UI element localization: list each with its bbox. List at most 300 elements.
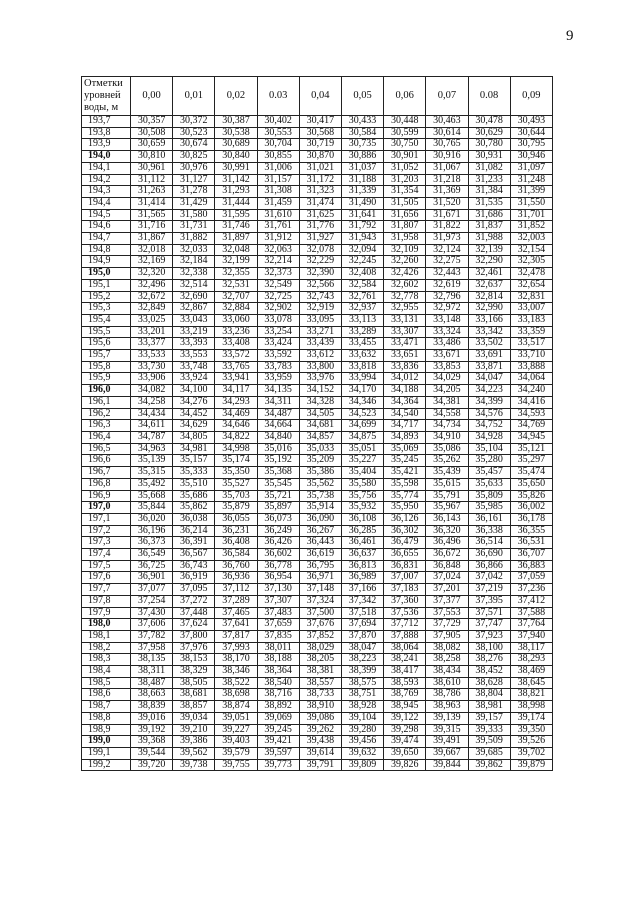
table-cell: 38,945 (384, 701, 426, 713)
table-cell: 39,210 (173, 724, 215, 736)
table-cell: 33,219 (173, 326, 215, 338)
table-cell: 35,879 (215, 502, 257, 514)
table-cell: 33,906 (131, 373, 173, 385)
table-cell: 37,324 (299, 595, 341, 607)
table-cell: 36,002 (510, 502, 552, 514)
table-cell: 36,866 (468, 560, 510, 572)
table-cell: 32,496 (131, 279, 173, 291)
table-row (82, 701, 553, 713)
row-level-cell: 198,4 (82, 666, 131, 678)
table-cell: 33,342 (468, 326, 510, 338)
row-level-cell: 198,2 (82, 642, 131, 654)
table-cell: 31,490 (341, 197, 383, 209)
table-cell: 38,293 (510, 654, 552, 666)
table-cell: 30,825 (173, 151, 215, 163)
table-cell: 31,686 (468, 209, 510, 221)
table-cell: 32,549 (257, 279, 299, 291)
table-cell: 39,526 (510, 736, 552, 748)
table-cell: 31,958 (384, 233, 426, 245)
table-cell: 32,355 (215, 268, 257, 280)
table-cell: 30,478 (468, 116, 510, 128)
table-cell: 35,791 (426, 490, 468, 502)
table-cell: 31,671 (426, 209, 468, 221)
table-cell: 33,853 (426, 361, 468, 373)
table-cell: 30,931 (468, 151, 510, 163)
table-cell: 38,610 (426, 677, 468, 689)
table-cell: 36,391 (173, 537, 215, 549)
table-cell: 33,131 (384, 314, 426, 326)
table-cell: 30,961 (131, 162, 173, 174)
table-cell: 32,094 (341, 244, 383, 256)
table-cell: 34,188 (384, 385, 426, 397)
table-cell: 36,813 (341, 560, 383, 572)
table-cell: 38,593 (384, 677, 426, 689)
table-cell: 33,236 (215, 326, 257, 338)
table-cell: 34,505 (299, 408, 341, 420)
table-cell: 39,809 (341, 759, 383, 771)
table-cell: 30,433 (341, 116, 383, 128)
table-cell: 31,037 (341, 162, 383, 174)
table-cell: 30,629 (468, 127, 510, 139)
table-cell: 37,095 (173, 584, 215, 596)
table-cell: 31,127 (173, 174, 215, 186)
table-cell: 32,124 (426, 244, 468, 256)
table-cell: 30,599 (384, 127, 426, 139)
table-cell: 37,483 (257, 607, 299, 619)
table-cell: 33,424 (257, 338, 299, 350)
table-cell: 38,434 (426, 666, 468, 678)
table-cell: 33,691 (468, 350, 510, 362)
table-cell: 33,060 (215, 314, 257, 326)
table-cell: 37,395 (468, 595, 510, 607)
table-cell: 32,637 (468, 279, 510, 291)
table-cell: 34,857 (299, 431, 341, 443)
table-cell: 36,919 (173, 572, 215, 584)
table-cell: 39,122 (384, 712, 426, 724)
table-cell: 37,059 (510, 572, 552, 584)
table-cell: 32,154 (510, 244, 552, 256)
row-level-cell: 198,5 (82, 677, 131, 689)
table-cell: 31,414 (131, 197, 173, 209)
table-cell: 37,148 (299, 584, 341, 596)
table-cell: 39,509 (468, 736, 510, 748)
table-cell: 30,553 (257, 127, 299, 139)
table-cell: 32,338 (173, 268, 215, 280)
table-cell: 30,976 (173, 162, 215, 174)
table-cell: 38,505 (173, 677, 215, 689)
table-cell: 35,686 (173, 490, 215, 502)
table-cell: 37,183 (384, 584, 426, 596)
row-level-cell: 195,0 (82, 268, 131, 280)
table-row (82, 455, 553, 467)
table-cell: 36,936 (215, 572, 257, 584)
table-cell: 31,776 (299, 221, 341, 233)
table-cell: 31,610 (257, 209, 299, 221)
table-cell: 34,082 (131, 385, 173, 397)
table-cell: 39,086 (299, 712, 341, 724)
table-cell: 33,533 (131, 350, 173, 362)
table-cell: 35,368 (257, 467, 299, 479)
table-row (82, 502, 553, 514)
table-cell: 33,517 (510, 338, 552, 350)
table-cell: 34,787 (131, 431, 173, 443)
table-cell: 34,434 (131, 408, 173, 420)
table-cell: 35,721 (257, 490, 299, 502)
table-cell: 35,862 (173, 502, 215, 514)
table-cell: 32,990 (468, 303, 510, 315)
table-cell: 39,227 (215, 724, 257, 736)
table-cell: 33,730 (131, 361, 173, 373)
row-level-cell: 198,7 (82, 701, 131, 713)
table-row (82, 244, 553, 256)
table-cell: 36,443 (299, 537, 341, 549)
table-cell: 39,051 (215, 712, 257, 724)
table-cell: 34,611 (131, 420, 173, 432)
table-cell: 37,676 (299, 619, 341, 631)
table-cell: 32,972 (426, 303, 468, 315)
table-cell: 38,452 (468, 666, 510, 678)
table-cell: 37,219 (468, 584, 510, 596)
table-cell: 36,760 (215, 560, 257, 572)
row-level-cell: 197,9 (82, 607, 131, 619)
table-cell: 39,597 (257, 747, 299, 759)
table-cell: 39,650 (384, 747, 426, 759)
table-cell: 36,285 (341, 525, 383, 537)
table-cell: 34,963 (131, 443, 173, 455)
table-cell: 30,689 (215, 139, 257, 151)
table-cell: 37,923 (468, 630, 510, 642)
table-cell: 32,831 (510, 291, 552, 303)
table-cell: 39,720 (131, 759, 173, 771)
table-cell: 37,624 (173, 619, 215, 631)
table-cell: 36,514 (468, 537, 510, 549)
table-cell: 37,307 (257, 595, 299, 607)
table-cell: 31,293 (215, 186, 257, 198)
table-cell: 36,584 (215, 549, 257, 561)
table-cell: 31,852 (510, 221, 552, 233)
table-cell: 30,780 (468, 139, 510, 151)
table-cell: 34,629 (173, 420, 215, 432)
row-level-cell: 197,3 (82, 537, 131, 549)
table-cell: 34,840 (257, 431, 299, 443)
table-cell: 37,272 (173, 595, 215, 607)
table-cell: 30,357 (131, 116, 173, 128)
table-cell: 37,289 (215, 595, 257, 607)
table-cell: 38,381 (299, 666, 341, 678)
table-cell: 34,381 (426, 396, 468, 408)
table-cell: 39,245 (257, 724, 299, 736)
table-cell: 37,518 (341, 607, 383, 619)
table-cell: 32,214 (257, 256, 299, 268)
table-cell: 36,496 (426, 537, 468, 549)
row-level-cell: 196,4 (82, 431, 131, 443)
table-cell: 34,240 (510, 385, 552, 397)
table-cell: 36,355 (510, 525, 552, 537)
table-cell: 38,575 (341, 677, 383, 689)
table-cell: 36,320 (426, 525, 468, 537)
table-cell: 33,166 (468, 314, 510, 326)
table-row (82, 209, 553, 221)
table-cell: 34,416 (510, 396, 552, 408)
table-cell: 38,029 (299, 642, 341, 654)
table-cell: 36,267 (299, 525, 341, 537)
table-cell: 36,795 (299, 560, 341, 572)
table-cell: 31,142 (215, 174, 257, 186)
table-cell: 31,837 (468, 221, 510, 233)
table-cell: 37,852 (299, 630, 341, 642)
table-row (82, 747, 553, 759)
row-level-cell: 194,3 (82, 186, 131, 198)
table-cell: 34,047 (468, 373, 510, 385)
table-cell: 32,761 (341, 291, 383, 303)
column-header: 0,01 (173, 77, 215, 116)
table-cell: 34,152 (299, 385, 341, 397)
table-cell: 35,457 (468, 467, 510, 479)
table-cell: 30,991 (215, 162, 257, 174)
table-cell: 33,201 (131, 326, 173, 338)
table-cell: 31,233 (468, 174, 510, 186)
page-number: 9 (566, 28, 574, 44)
table-cell: 34,469 (215, 408, 257, 420)
column-header: 0,06 (384, 77, 426, 116)
table-cell: 33,818 (341, 361, 383, 373)
table-cell: 36,954 (257, 572, 299, 584)
table-cell: 30,463 (426, 116, 468, 128)
table-row (82, 677, 553, 689)
table-cell: 37,782 (131, 630, 173, 642)
table-cell: 31,565 (131, 209, 173, 221)
table-cell: 30,568 (299, 127, 341, 139)
table-cell: 36,602 (257, 549, 299, 561)
table-cell: 35,297 (510, 455, 552, 467)
column-header: 0,05 (341, 77, 383, 116)
table-cell: 33,043 (173, 314, 215, 326)
table-cell: 37,377 (426, 595, 468, 607)
table-cell: 31,505 (384, 197, 426, 209)
table-cell: 37,536 (384, 607, 426, 619)
table-cell: 33,113 (341, 314, 383, 326)
table-cell: 32,690 (173, 291, 215, 303)
table-cell: 39,368 (131, 736, 173, 748)
table-cell: 39,474 (384, 736, 426, 748)
row-level-cell: 193,9 (82, 139, 131, 151)
table-cell: 33,553 (173, 350, 215, 362)
table-row (82, 408, 553, 420)
table-cell: 31,354 (384, 186, 426, 198)
table-cell: 31,157 (257, 174, 299, 186)
table-row (82, 572, 553, 584)
table-cell: 36,055 (215, 513, 257, 525)
row-level-cell: 197,1 (82, 513, 131, 525)
table-cell: 38,064 (384, 642, 426, 654)
table-cell: 32,531 (215, 279, 257, 291)
table-cell: 31,792 (341, 221, 383, 233)
table-cell: 35,985 (468, 502, 510, 514)
table-cell: 30,402 (257, 116, 299, 128)
table-cell: 34,487 (257, 408, 299, 420)
table-cell: 35,914 (299, 502, 341, 514)
table-cell: 32,229 (299, 256, 341, 268)
water-level-table (81, 76, 553, 771)
table-cell: 39,773 (257, 759, 299, 771)
row-level-cell: 197,5 (82, 560, 131, 572)
table-cell: 32,320 (131, 268, 173, 280)
table-cell: 34,029 (426, 373, 468, 385)
table-cell: 35,192 (257, 455, 299, 467)
table-cell: 33,592 (257, 350, 299, 362)
table-cell: 34,805 (173, 431, 215, 443)
table-cell: 36,778 (257, 560, 299, 572)
row-level-cell: 197,6 (82, 572, 131, 584)
table-cell: 38,557 (299, 677, 341, 689)
table-cell: 32,305 (510, 256, 552, 268)
table-row (82, 607, 553, 619)
table-row (82, 197, 553, 209)
table-cell: 32,478 (510, 268, 552, 280)
table-cell: 31,988 (468, 233, 510, 245)
table-cell: 38,276 (468, 654, 510, 666)
table-cell: 31,278 (173, 186, 215, 198)
table-cell: 37,764 (510, 619, 552, 631)
table-cell: 31,625 (299, 209, 341, 221)
table-body (82, 116, 553, 771)
table-cell: 36,655 (384, 549, 426, 561)
table-cell: 39,702 (510, 747, 552, 759)
table-cell: 34,135 (257, 385, 299, 397)
table-cell: 34,170 (341, 385, 383, 397)
table-cell: 37,606 (131, 619, 173, 631)
table-cell: 38,469 (510, 666, 552, 678)
table-cell: 32,902 (257, 303, 299, 315)
table-cell: 33,289 (341, 326, 383, 338)
table-cell: 33,359 (510, 326, 552, 338)
table-cell: 35,350 (215, 467, 257, 479)
row-level-cell: 193,8 (82, 127, 131, 139)
row-level-cell: 194,1 (82, 162, 131, 174)
table-cell: 38,628 (468, 677, 510, 689)
table-cell: 34,928 (468, 431, 510, 443)
row-level-cell: 195,6 (82, 338, 131, 350)
table-row (82, 712, 553, 724)
row-level-cell: 195,4 (82, 314, 131, 326)
table-cell: 33,254 (257, 326, 299, 338)
table-cell: 35,421 (384, 467, 426, 479)
table-cell: 30,644 (510, 127, 552, 139)
table-cell: 39,791 (299, 759, 341, 771)
table-cell: 31,807 (384, 221, 426, 233)
table-cell: 38,487 (131, 677, 173, 689)
table-cell: 38,751 (341, 689, 383, 701)
table-cell: 33,183 (510, 314, 552, 326)
table-cell: 36,196 (131, 525, 173, 537)
row-level-cell: 195,8 (82, 361, 131, 373)
table-cell: 36,531 (510, 537, 552, 549)
table-cell: 31,731 (173, 221, 215, 233)
table-cell: 34,593 (510, 408, 552, 420)
table-cell: 32,109 (384, 244, 426, 256)
table-cell: 30,372 (173, 116, 215, 128)
table-cell: 37,412 (510, 595, 552, 607)
table-cell: 38,821 (510, 689, 552, 701)
table-row (82, 619, 553, 631)
table-cell: 35,227 (341, 455, 383, 467)
table-cell: 35,439 (426, 467, 468, 479)
table-cell: 33,393 (173, 338, 215, 350)
row-level-cell: 195,3 (82, 303, 131, 315)
table-cell: 34,910 (426, 431, 468, 443)
table-cell: 36,302 (384, 525, 426, 537)
table-cell: 39,174 (510, 712, 552, 724)
table-cell: 36,619 (299, 549, 341, 561)
table-cell: 32,184 (173, 256, 215, 268)
table-cell: 38,645 (510, 677, 552, 689)
table-cell: 35,209 (299, 455, 341, 467)
table-cell: 33,025 (131, 314, 173, 326)
table-cell: 37,254 (131, 595, 173, 607)
row-level-cell: 194,6 (82, 221, 131, 233)
table-cell: 36,090 (299, 513, 341, 525)
table-cell: 32,867 (173, 303, 215, 315)
table-cell: 36,249 (257, 525, 299, 537)
table-cell: 35,510 (173, 478, 215, 490)
table-cell: 33,324 (426, 326, 468, 338)
table-cell: 33,572 (215, 350, 257, 362)
table-cell: 30,750 (384, 139, 426, 151)
table-cell: 37,694 (341, 619, 383, 631)
table-cell: 35,580 (341, 478, 383, 490)
table-row (82, 431, 553, 443)
table-row (82, 116, 553, 128)
table-cell: 35,703 (215, 490, 257, 502)
row-level-cell: 197,4 (82, 549, 131, 561)
table-cell: 32,078 (299, 244, 341, 256)
table-cell: 35,756 (341, 490, 383, 502)
table-cell: 35,545 (257, 478, 299, 490)
table-cell: 34,981 (173, 443, 215, 455)
table-cell: 32,919 (299, 303, 341, 315)
table-row (82, 560, 553, 572)
table-cell: 38,329 (173, 666, 215, 678)
table-cell: 31,399 (510, 186, 552, 198)
table-cell: 39,192 (131, 724, 173, 736)
table-cell: 36,126 (384, 513, 426, 525)
table-row (82, 279, 553, 291)
table-cell: 33,078 (257, 314, 299, 326)
table-cell: 39,139 (426, 712, 468, 724)
table-cell: 37,007 (384, 572, 426, 584)
table-cell: 38,117 (510, 642, 552, 654)
table-cell: 31,308 (257, 186, 299, 198)
table-cell: 34,893 (384, 431, 426, 443)
table-cell: 39,844 (426, 759, 468, 771)
table-cell: 37,958 (131, 642, 173, 654)
table-cell: 36,901 (131, 572, 173, 584)
table-cell: 39,879 (510, 759, 552, 771)
table-cell: 39,298 (384, 724, 426, 736)
table-cell: 38,399 (341, 666, 383, 678)
table-cell: 35,809 (468, 490, 510, 502)
table-row (82, 127, 553, 139)
table-cell: 33,959 (257, 373, 299, 385)
table-cell: 38,241 (384, 654, 426, 666)
table-cell: 33,941 (215, 373, 257, 385)
table-cell: 38,716 (257, 689, 299, 701)
table-cell: 39,280 (341, 724, 383, 736)
table-cell: 34,752 (468, 420, 510, 432)
table-cell: 33,994 (341, 373, 383, 385)
table-cell: 38,963 (426, 701, 468, 713)
table-cell: 39,386 (173, 736, 215, 748)
